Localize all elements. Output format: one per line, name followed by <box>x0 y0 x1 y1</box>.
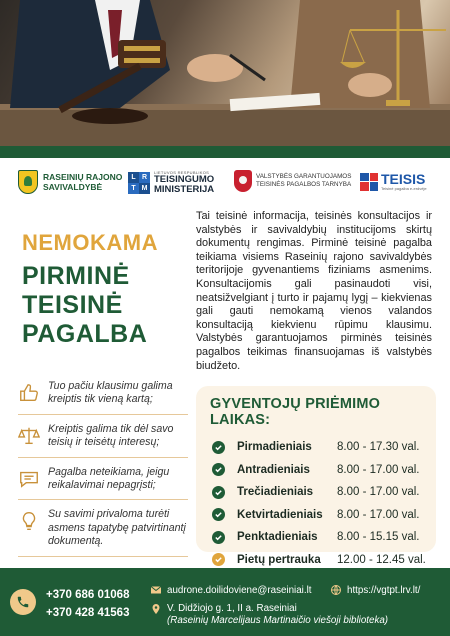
email-contact <box>150 584 311 596</box>
check-circle-icon <box>212 508 225 521</box>
schedule-time: 8.00 - 17.00 val. <box>337 486 420 499</box>
phone-number-2[interactable]: +370 428 41563 <box>46 607 130 619</box>
address-note: (Raseinių Marcelijaus Martinaičio viešoji biblioteka) <box>167 615 389 626</box>
note-item <box>18 380 188 415</box>
schedule-rows <box>204 436 426 571</box>
note-text: Tuo pačiu klausimu galima kreiptis tik vieną kartą; <box>48 380 173 406</box>
schedule-row <box>204 504 426 527</box>
note-text: Kreiptis galima tik dėl savo teisių ir teisėtų interesų; <box>48 422 174 449</box>
teisis-logo-name: TEISIS <box>381 171 426 187</box>
coat-of-arms-icon <box>18 170 38 194</box>
schedule-row <box>204 526 426 549</box>
title-line-3: PAGALBA <box>22 320 148 348</box>
vgtpt-logo-line2: TEISINĖS PAGALBOS TARNYBA <box>256 181 352 188</box>
gavel-and-scales-illustration <box>0 0 450 146</box>
note-item <box>18 466 188 501</box>
schedule-time: 8.00 - 17.30 val. <box>337 441 420 454</box>
website-contact <box>330 584 420 596</box>
note-text: Su savimi privaloma turėti asmens tapatybę patvirtinantį dokumentą. <box>48 508 186 548</box>
teisis-logo-tagline: Teisinė pagalba e-erdvėje <box>381 186 427 191</box>
note-item <box>18 508 188 556</box>
title-block <box>22 230 192 349</box>
schedule-day: Pirmadieniais <box>237 441 312 454</box>
title-line-2: TEISINĖ <box>22 291 123 319</box>
address-text: V. Didžiojo g. 1, II a. Raseiniai <box>167 603 297 614</box>
check-circle-icon <box>212 486 225 499</box>
phone-numbers <box>46 586 129 622</box>
globe-icon <box>330 584 342 596</box>
phone-number-1[interactable]: +370 686 01068 <box>46 589 130 601</box>
raseiniai-logo <box>18 170 122 194</box>
schedule-title: GYVENTOJŲ PRIĖMIMO LAIKAS: <box>210 396 381 428</box>
website-link[interactable]: https://vgtpt.lrv.lt/ <box>347 584 421 596</box>
schedule-day: Pietų pertrauka <box>237 553 321 566</box>
map-pin-icon <box>150 603 162 615</box>
page-title <box>22 262 192 349</box>
schedule-day: Ketvirtadieniais <box>237 508 323 521</box>
check-circle-icon <box>212 553 225 566</box>
phone-icon <box>10 589 36 615</box>
schedule-time: 8.00 - 17.00 val. <box>337 508 420 521</box>
raseiniai-logo-line2: SAVIVALDYBĖ <box>43 182 103 192</box>
partner-logos <box>0 166 450 202</box>
email-link[interactable]: audrone.doilidoviene@raseiniai.lt <box>167 584 312 596</box>
title-line-1: PIRMINĖ <box>22 262 130 290</box>
schedule-row <box>204 481 426 504</box>
notes-list <box>18 380 188 557</box>
footer <box>0 568 450 636</box>
schedule-day: Penktadieniais <box>237 531 318 544</box>
ministry-logo-line2: MINISTERIJA <box>154 184 215 195</box>
lightbulb-icon <box>18 510 40 532</box>
vgtpt-logo-line1: VALSTYBĖS GARANTUOJAMOS <box>256 173 352 180</box>
ministry-logo-small: LIETUVOS RESPUBLIKOS <box>154 170 210 175</box>
divider-bar <box>0 146 450 158</box>
lrtm-mark-icon: L R T M <box>128 172 150 194</box>
hero-photo <box>0 0 450 146</box>
ministry-logo-line1: TEISINGUMO <box>154 174 215 185</box>
schedule-day: Trečiadieniais <box>237 486 314 499</box>
vgtpt-logo <box>234 170 351 192</box>
intro-paragraph: Tai teisinė informacija, teisinės konsultacijos ir valstybės ir savivaldybių institucijoms skirtų dokumentų rengimas. Pirminė teisinė pagalba teikiama visiems Raseinių rajono savivaldybės teritorijoje gyvenantiems fiziniams asmenims. Konsultacijomis gali pasinaudoti visi, neatsižvelgiant į turto ir pajamų lygį – kiekvienas gali gauti nemokamą vienos valandos konsultaciją kiekvienu rūpimu klausimu. Valstybės garantuojamos pirminės teisinės pagalbos teikimas finansuojamas iš valstybės biudžeto. <box>196 210 432 372</box>
schedule-time: 8.00 - 17.00 val. <box>337 463 420 476</box>
schedule-box <box>196 386 436 566</box>
teisis-mark-icon <box>360 173 378 191</box>
schedule-day: Antradieniais <box>237 463 310 476</box>
schedule-row <box>204 436 426 459</box>
schedule-time: 8.00 - 15.15 val. <box>337 531 420 544</box>
thumbs-up-icon <box>18 382 40 404</box>
title-kicker: NEMOKAMA <box>22 230 158 255</box>
address-contact <box>150 603 388 627</box>
vytis-emblem-icon <box>234 170 252 192</box>
raseiniai-logo-line1: RASEINIŲ RAJONO <box>43 172 123 182</box>
check-circle-icon <box>212 531 225 544</box>
ministry-logo <box>128 170 214 195</box>
note-item <box>18 423 188 458</box>
teisis-logo <box>360 172 427 191</box>
schedule-time: 12.00 - 12.45 val. <box>337 553 426 566</box>
chat-icon <box>18 468 40 490</box>
schedule-row <box>204 459 426 482</box>
scales-icon <box>18 425 40 447</box>
check-circle-icon <box>212 441 225 454</box>
check-circle-icon <box>212 463 225 476</box>
envelope-icon <box>150 584 162 596</box>
note-text: Pagalba neteikiama, jeigu reikalavimai nepagrįsti; <box>48 465 170 492</box>
